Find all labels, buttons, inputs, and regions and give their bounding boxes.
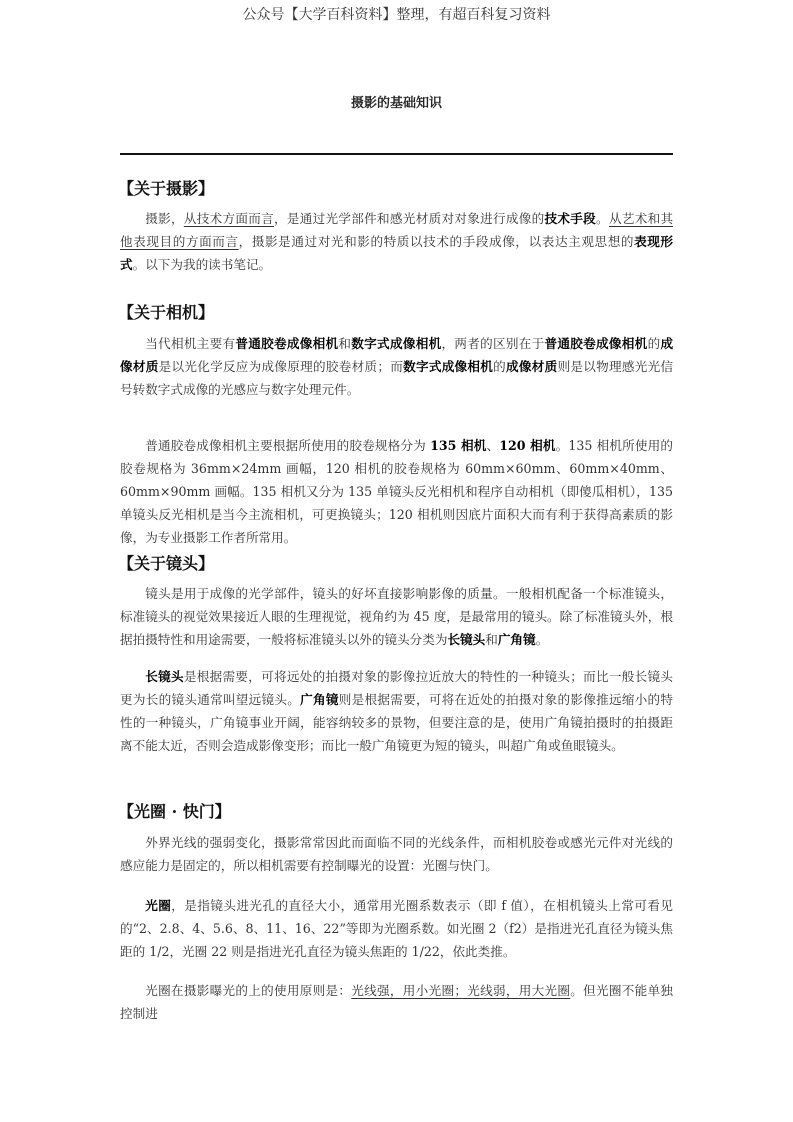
bold-term: 广角镜 (497, 632, 536, 647)
underlined-text: 从技术方面而言 (183, 211, 275, 226)
bold-term: 普通胶卷成像相机 (235, 336, 339, 351)
text-run: 、 (486, 438, 500, 453)
text-run: 光圈在摄影曝光的上的使用原则是： (145, 983, 352, 998)
text-run: 。 (596, 211, 609, 226)
text-run: 。但光圈不能单独控制进 (120, 983, 674, 1021)
bold-term: 表现形式 (120, 234, 674, 272)
bold-term: 数字式成像相机 (351, 336, 442, 351)
underlined-text: 光线强，用小光圈；光线弱，用大光圈 (351, 983, 571, 998)
text-run: 和 (485, 632, 498, 647)
section-heading-lens: 【关于镜头】 (118, 554, 215, 573)
bold-term: 长镜头 (145, 669, 184, 684)
text-run: 普通胶卷成像相机主要根据所使用的胶卷规格分为 (145, 438, 431, 453)
text-run: 摄影， (145, 211, 184, 226)
paragraph (120, 207, 673, 276)
bold-term: 广角镜 (300, 692, 339, 707)
text-run: 是以光化学反应为成像原理的胶卷材质；而 (158, 359, 404, 374)
paragraph (120, 665, 673, 757)
section-heading-aperture-shutter: 【光圈 · 快门】 (118, 802, 231, 821)
title-divider (120, 153, 673, 155)
paragraph (120, 831, 673, 877)
section-heading-camera: 【关于相机】 (118, 303, 215, 322)
underlined-text: 从艺术和其他表现目的方面而言 (120, 211, 674, 249)
text-run: 镜头是用于成像的光学部件，镜头的好坏直接影响影像的质量。一般相机配备一个标准镜头，标准镜头的视觉效果接近人眼的生理视觉，视角约为 45 度，是最常用的镜头。除了标准镜头外，根据拍摄特性和用途需要，一般将标准镜头以外的镜头分类为 (120, 586, 673, 647)
bold-term: 成像材质 (506, 359, 558, 374)
bold-term: 数字式成像相机 (403, 359, 494, 374)
paragraph (120, 434, 673, 549)
bold-term: 光圈 (145, 898, 172, 913)
bold-term: 135 相机 (430, 438, 487, 453)
text-run: 则是以物理感光光信号转数字式成像的光感应与数字处理元件。 (120, 359, 674, 397)
text-run: 的 (493, 359, 507, 374)
text-run: ，是指镜头进光孔的直径大小，通常用光圈系数表示（即 f 值），在相机镜头上常可看见的“2、2.8、4、5.6、8、11、16、22”等即为光圈系数。如光圈 2（f2）是指进光孔直径为镜头焦距的 1/2，光圈 22 则是指进光孔直径为镜头焦距的 1/22，依此类推。 (120, 898, 674, 959)
bold-term: 成像材质 (120, 336, 674, 374)
text-run: 的 (647, 336, 661, 351)
paragraph (120, 332, 673, 401)
paragraph (120, 979, 673, 1025)
text-run: ，两者的区别在于 (441, 336, 545, 351)
bold-term: 技术手段 (544, 211, 597, 226)
text-run: ，是通过光学部件和感光材质对对象进行成像的 (274, 211, 545, 226)
bold-term: 长镜头 (447, 632, 486, 647)
text-run: 和 (338, 336, 352, 351)
document-title: 摄影的基础知识 (350, 96, 442, 111)
text-run: ，摄影是通过对光和影的特质以技术的手段成像，以表达主观思想的 (238, 234, 635, 249)
paragraph (120, 894, 673, 963)
text-run: 当代相机主要有 (145, 336, 236, 351)
text-run: 是根据需要，可将远处的拍摄对象的影像拉近放大的特性的一种镜头；而比一般长镜头更为长的镜头通常叫望远镜头。 (120, 669, 674, 707)
section-heading-photography: 【关于摄影】 (118, 179, 215, 198)
page-header-note: 公众号【大学百科资料】整理，有超百科复习资料 (242, 7, 551, 23)
bold-term: 120 相机 (499, 438, 556, 453)
bold-term: 普通胶卷成像相机 (544, 336, 648, 351)
text-run: 外界光线的强弱变化，摄影常常因此而面临不同的光线条件，而相机胶卷或感光元件对光线的感应能力是固定的，所以相机需要有控制曝光的设置：光圈与快门。 (120, 835, 673, 873)
text-run: 。 (535, 632, 549, 647)
text-run: 。以下为我的读书笔记。 (132, 257, 272, 272)
text-run: 。135 相机所使用的胶卷规格为 36mm×24mm 画幅，120 相机的胶卷规格为 60mm×60mm、60mm×40mm、60mm×90mm 画幅。135 相机又分为 135 单镜头反光相机和程序自动相机（即傻瓜相机），135 单镜头反光相机是当今主流相机，可更换镜头；120 相机则因底片面积大而有利于获得高素质的影像，为专业摄影工作者所常用。 (120, 438, 673, 545)
text-run: 则是根据需要，可将在近处的拍摄对象的影像推远缩小的特性的一种镜头，广角镜事业开阔，能容纳较多的景物，但要注意的是，使用广角镜拍摄时的拍摄距离不能太近，否则会造成影像变形；而比一般广角镜更为短的镜头，叫超广角或鱼眼镜头。 (120, 692, 674, 753)
paragraph (120, 582, 673, 651)
